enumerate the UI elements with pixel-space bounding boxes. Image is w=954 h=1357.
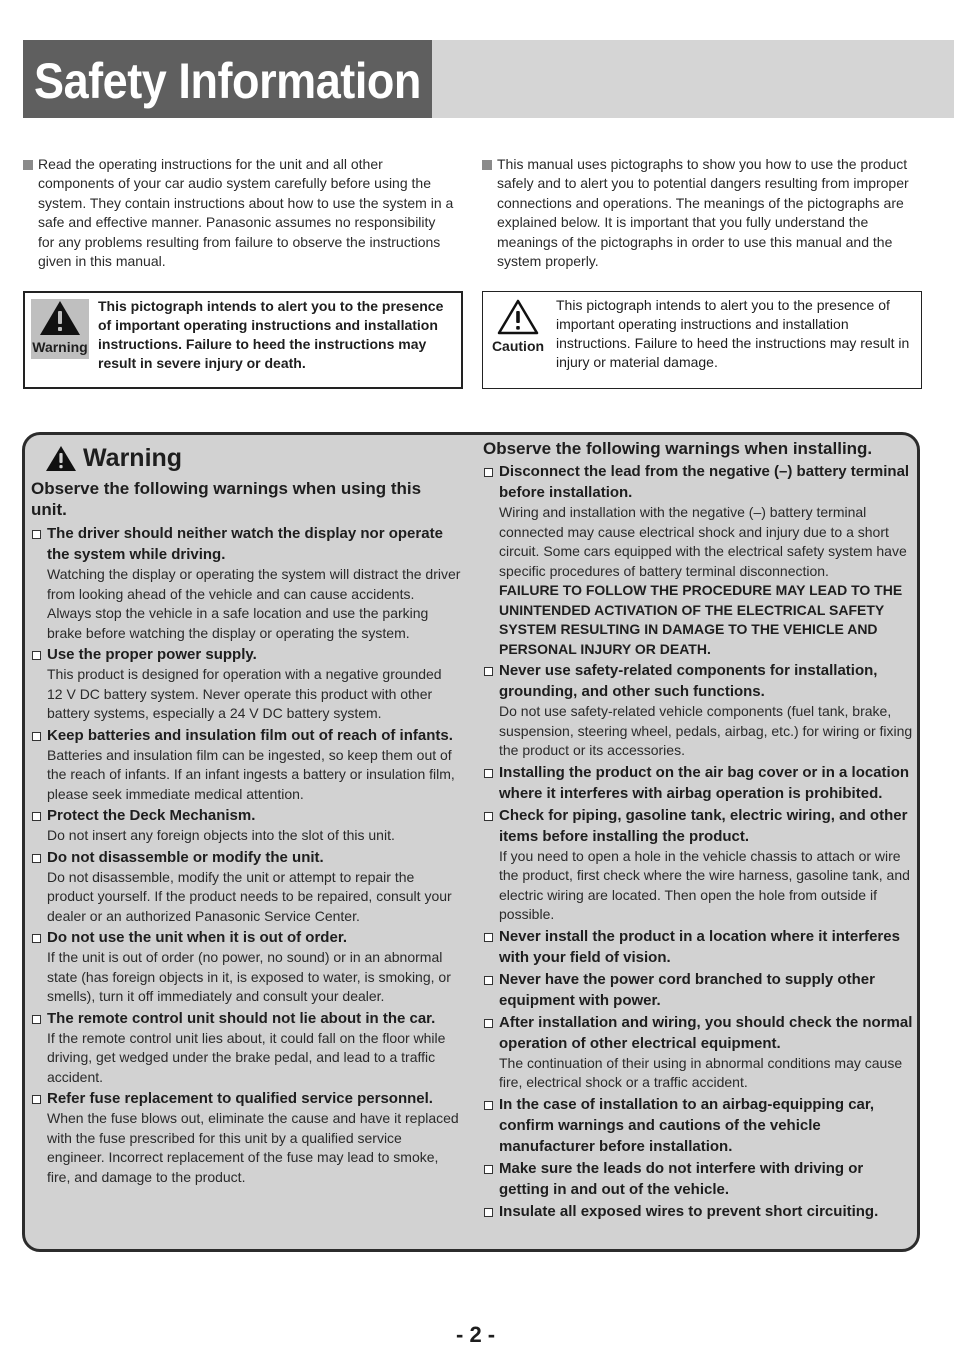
warning-item-title <box>31 523 461 565</box>
warning-item-title-text: Never install the product in a location where it interferes with your field of vision. <box>499 927 900 966</box>
warning-item-body: If the unit is out of order (no power, no sound) or in an abnormal state (has foreign objects in it, is exposed to water, is smoking, or smells), turn it off immediately and consult your dealer. <box>47 949 451 1004</box>
caution-triangle-icon <box>496 298 540 336</box>
caution-pictograph-label: Caution <box>491 338 545 354</box>
warning-item-title <box>31 644 461 665</box>
warning-heading-label: Warning <box>83 443 183 472</box>
checkbox-bullet-icon <box>484 812 493 821</box>
caution-pictograph <box>489 298 547 358</box>
warning-item-title-text: Use the proper power supply. <box>47 646 257 663</box>
checkbox-bullet-icon <box>484 769 493 778</box>
checkbox-bullet-icon <box>484 1165 493 1174</box>
warning-item-body: When the fuse blows out, eliminate the cause and have it replaced with the fuse prescribed for this unit by a qualified service engineer. Incorrect replacement of the fuse may lead to smoke, fire, and damage to the product. <box>47 1110 459 1185</box>
installing-warnings-list <box>483 461 913 1222</box>
checkbox-bullet-icon <box>484 1101 493 1110</box>
warning-item-title <box>483 805 913 847</box>
warning-pictograph-box <box>23 291 463 389</box>
checkbox-bullet-icon <box>32 651 41 660</box>
warning-pictograph <box>31 299 89 359</box>
warning-item-title <box>483 1158 913 1200</box>
warning-item-title-text: Do not disassemble or modify the unit. <box>47 848 324 866</box>
bullet-square-icon <box>23 160 33 170</box>
page-title: Safety Information <box>34 53 421 109</box>
warning-item-title-text: Keep batteries and insulation film out of reach of infants. <box>47 726 453 744</box>
warning-pictograph-text: This pictograph intends to alert you to the presence of important operating instructions and installation instructions. Failure to heed the instructions may result in severe injury or death. <box>98 298 444 371</box>
warning-item-title-text: After installation and wiring, you should check the normal operation of other electrical equipment. <box>499 1013 913 1052</box>
warning-item-title <box>31 805 461 826</box>
warning-item-title <box>483 1201 913 1222</box>
warning-item-title <box>31 847 461 868</box>
warning-item-title-text: Disconnect the lead from the negative (–) battery terminal before installation. <box>499 463 910 501</box>
warning-item-title-text: Never use safety-related components for installation, grounding, and other such functions. <box>499 662 878 700</box>
warning-item-title <box>483 1094 913 1157</box>
intro-right-text: This manual uses pictographs to show you how to use the product safely and to alert you to potential dangers resulting from improper connections and operations. The meanings of the pictographs are explained below. It is important that you fully understand the meanings of the pictographs in order to use this manual and the system properly. <box>497 156 909 270</box>
warning-triangle-icon <box>45 445 77 472</box>
using-warnings-heading: Observe the following warnings when using this unit. <box>31 479 422 519</box>
warning-item-title <box>483 762 913 804</box>
checkbox-bullet-icon <box>32 854 41 863</box>
warning-item-title <box>483 969 913 1011</box>
warning-heading <box>45 443 461 473</box>
checkbox-bullet-icon <box>484 1019 493 1028</box>
warning-item-title-text: In the case of installation to an airbag-equipping car, confirm warnings and cautions of the vehicle manufacturer before installation. <box>499 1095 875 1155</box>
checkbox-bullet-icon <box>32 1095 41 1104</box>
warning-item-body: Do not disassemble, modify the unit or attempt to repair the product yourself. If the product needs to be repaired, consult your dealer or an authorized Panasonic Service Center. <box>47 868 452 924</box>
checkbox-bullet-icon <box>484 667 493 676</box>
warning-item-title-text: Make sure the leads do not interfere with driving or getting in and out of the vehicle. <box>499 1159 864 1198</box>
warning-item-title <box>31 1008 461 1029</box>
warning-item-body: Wiring and installation with the negative (–) battery terminal connected may cause electrical shock and injury due to a short circuit. Some cars equipped with the electrical safety system have specific procedures of battery terminal disconnection. <box>499 504 907 579</box>
warning-item-body: Do not insert any foreign objects into the slot of this unit. <box>47 827 395 843</box>
warning-item-title <box>483 660 913 702</box>
warning-item-title-text: Never have the power cord branched to supply other equipment with power. <box>499 970 875 1009</box>
checkbox-bullet-icon <box>484 1208 493 1217</box>
checkbox-bullet-icon <box>32 812 41 821</box>
warning-item-body: If the remote control unit lies about, it could fall on the floor while driving, get wedged under the brake pedal, and lead to a traffic accident. <box>47 1029 446 1085</box>
warning-item-title-text: The remote control unit should not lie about in the car. <box>47 1009 436 1027</box>
warning-item-body: If you need to open a hole in the vehicle chassis to attach or wire the product, first check where the wire harness, gasoline tank, and electric wiring are located. Then open the hole from outside if possible. <box>499 847 910 922</box>
warning-item-body: Do not use safety-related vehicle components (fuel tank, brake, suspension, steering wheel, pedals, airbag, etc.) for wiring or fixing the product or its accessories. <box>499 703 913 758</box>
using-warnings-list <box>31 523 461 1187</box>
checkbox-bullet-icon <box>32 1015 41 1024</box>
warning-item-title-text: Refer fuse replacement to qualified service personnel. <box>47 1090 433 1107</box>
intro-left-text: Read the operating instructions for the unit and all other components of your car audio system carefully before using the system. They contain instructions about how to use the system in a safe and effective manner. Panasonic assumes no responsibility for any problems resulting from failure to observe the instructions given in this manual. <box>38 156 454 270</box>
warning-item-title-text: Installing the product on the air bag cover or in a location where it interferes with airbag operation is prohibited. <box>499 763 910 802</box>
warning-pictograph-label: Warning <box>32 339 88 355</box>
checkbox-bullet-icon <box>32 732 41 741</box>
warning-item-title-text: Do not use the unit when it is out of order. <box>47 929 347 946</box>
warning-item-emphasis: FAILURE TO FOLLOW THE PROCEDURE MAY LEAD TO THE UNINTENDED ACTIVATION OF THE ELECTRICAL SAFETY SYSTEM RESULTING IN DAMAGE TO THE VEHICLE AND PERSONAL INJURY OR DEATH. <box>499 582 903 657</box>
warning-item-body: Watching the display or operating the system will distract the driver from looking ahead of the vehicle and can cause accidents. Always stop the vehicle in a safe location and use the parking brake before watching the display or operating the system. <box>47 566 461 641</box>
warning-item-title-text: Check for piping, gasoline tank, electric wiring, and other items before installing the product. <box>499 806 908 845</box>
warning-item-title <box>483 926 913 968</box>
intro-left <box>23 155 455 271</box>
caution-pictograph-text: This pictograph intends to alert you to the presence of important operating instructions and installation instructions. Failure to heed the instructions may result in injury or material damage. <box>556 297 910 370</box>
warning-item-title-text: The driver should neither watch the display nor operate the system while driving. <box>47 525 443 563</box>
warning-item-title <box>31 725 461 746</box>
warning-triangle-icon <box>38 299 82 337</box>
warning-item-title <box>483 1012 913 1054</box>
intro-right <box>482 155 917 271</box>
caution-pictograph-box <box>482 291 922 389</box>
warning-item-body: The continuation of their using in abnormal conditions may cause fire, electrical shock or a traffic accident. <box>499 1054 903 1090</box>
warning-item-body: This product is designed for operation with a negative grounded 12 V DC battery system. Never operate this product with other battery systems, especially a 24 V DC battery system. <box>47 666 442 721</box>
warning-item-title-text: Protect the Deck Mechanism. <box>47 807 256 824</box>
bullet-square-icon <box>482 160 492 170</box>
page-number: - 2 - <box>456 1322 496 1347</box>
warning-item-body: Batteries and insulation film can be ingested, so keep them out of the reach of infants. If an infant ingests a battery or insulation film, please seek immediate medical attention. <box>47 746 455 802</box>
warnings-panel <box>22 432 920 1252</box>
installing-warnings-heading: Observe the following warnings when installing. <box>483 439 873 458</box>
checkbox-bullet-icon <box>32 530 41 539</box>
installing-warnings-column <box>483 438 913 1222</box>
warning-item-title <box>31 927 461 948</box>
checkbox-bullet-icon <box>484 976 493 985</box>
checkbox-bullet-icon <box>32 934 41 943</box>
checkbox-bullet-icon <box>484 933 493 942</box>
checkbox-bullet-icon <box>484 468 493 477</box>
using-warnings-column <box>31 443 461 1187</box>
warning-item-title <box>31 1088 461 1109</box>
warning-item-title-text: Insulate all exposed wires to prevent short circuiting. <box>499 1202 879 1220</box>
warning-item-title <box>483 461 913 503</box>
